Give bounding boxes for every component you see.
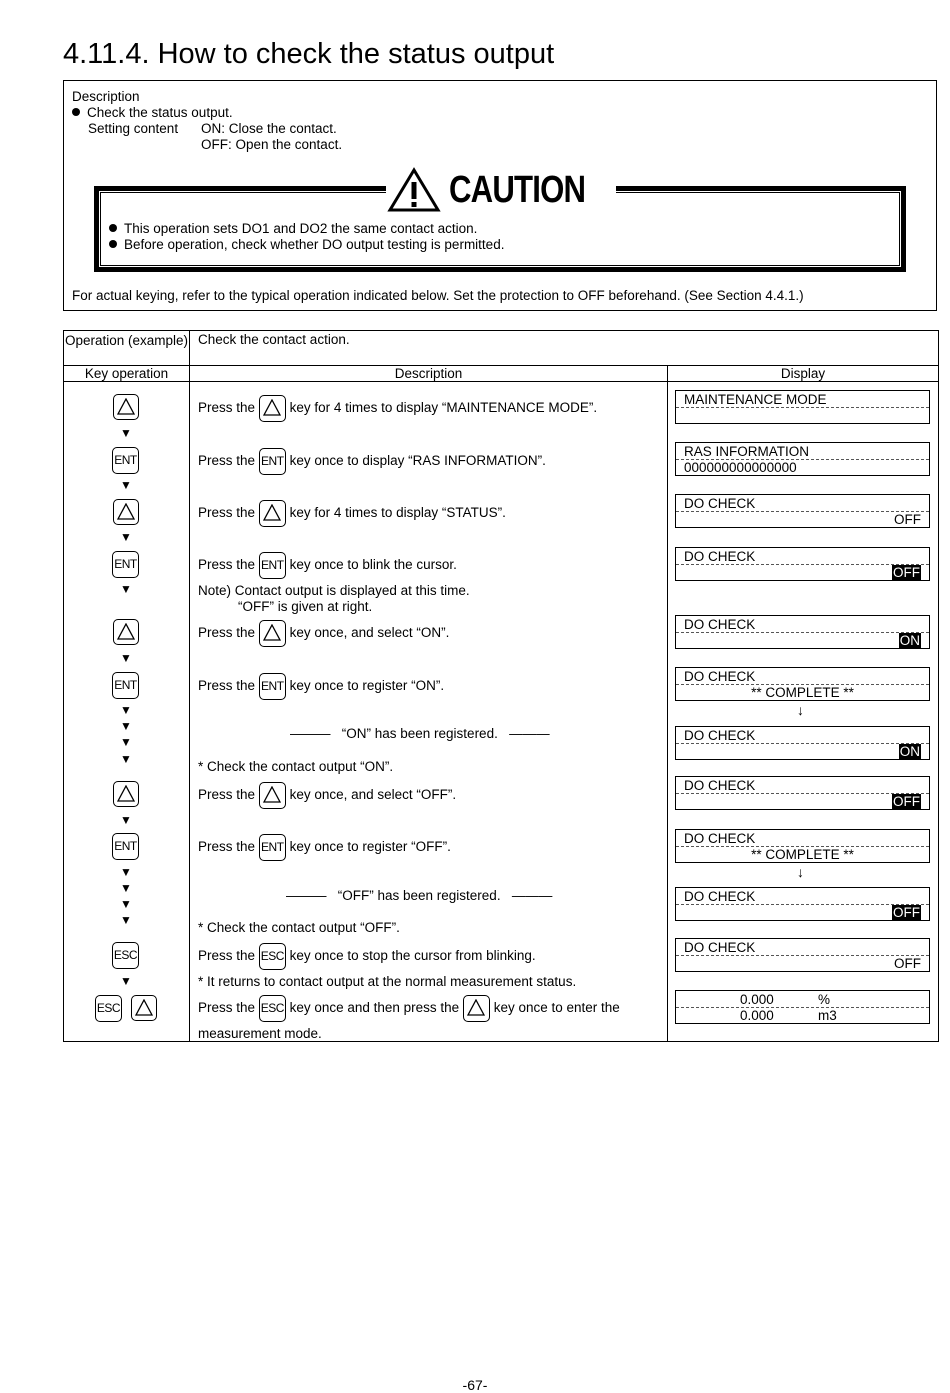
caution-header [386,165,616,215]
step-text: key once to register “OFF”. [289,839,451,854]
bullet-icon [109,240,117,248]
step-10 [198,994,620,1022]
inline-up-key [259,500,286,527]
bullet-icon [72,108,80,116]
display-line-1: DO CHECK [684,831,756,846]
down-arrow-icon: ▼ [120,897,132,911]
triangle-up-icon [263,786,281,803]
triangle-up-icon [263,399,281,416]
display-divider [676,632,929,633]
display-do-check-normal [675,938,930,972]
triangle-up-icon [117,623,135,640]
step-text: key once, and select “OFF”. [289,787,457,802]
step-5 [198,619,449,647]
display-divider [676,955,929,956]
caution-item-text: Before operation, check whether DO output testing is permitted. [124,237,505,252]
step-text: key once to register “ON”. [289,678,445,693]
step-2 [198,447,546,475]
measure-unit-2: m3 [818,1008,837,1023]
display-divider [676,511,929,512]
setting-on: ON: Close the contact. [201,121,337,136]
display-line-1: DO CHECK [684,728,756,743]
display-cursor-value: OFF [893,905,920,920]
step-text: Press the [198,505,256,520]
step-8-check: * Check the contact output “OFF”. [198,920,400,935]
up-key[interactable] [131,995,157,1021]
step-text: Press the [198,948,256,963]
down-arrow-icon: ▼ [120,752,132,766]
down-arrow-icon: ▼ [120,813,132,827]
step-text: Press the [198,400,256,415]
inline-ent-key: ENT [259,673,286,700]
step-7 [198,781,456,809]
operation-label-cell [64,331,190,366]
display-line-1: MAINTENANCE MODE [684,392,827,407]
display-line-2: ** COMPLETE ** [751,847,854,862]
display-line-2: ** COMPLETE ** [751,685,854,700]
keying-note: For actual keying, refer to the typical operation indicated below. Set the protection to OFF beforehand. (See Section 4.4.1.) [72,288,804,303]
step-text: Press the [198,839,256,854]
ent-key[interactable]: ENT [112,672,139,699]
header-desc-label: Description [394,366,463,381]
display-line-1: DO CHECK [684,496,756,511]
down-arrow-icon: ▼ [120,651,132,665]
step-text: key once and then press the [289,1000,460,1015]
operation-value-cell [190,331,939,366]
display-do-check-registered-off [675,887,930,921]
header-display [668,366,939,382]
step-text: Press the [198,678,256,693]
down-arrow-icon: ▼ [120,865,132,879]
display-ras-information [675,442,930,476]
triangle-up-icon [117,503,135,520]
step-6-check: * Check the contact output “ON”. [198,759,394,774]
up-key[interactable] [113,781,139,807]
header-display-label: Display [780,366,826,381]
inline-up-key [463,995,490,1022]
description-heading: Description [72,89,140,104]
down-arrow-icon: ▼ [120,974,132,988]
up-key[interactable] [113,499,139,525]
header-description [190,366,668,382]
down-arrow-icon: ▼ [120,703,132,717]
display-cursor-value: OFF [893,794,920,809]
display-line-2: 000000000000000 [684,460,797,475]
measure-unit-1: % [818,992,831,1007]
step-text: key once, and select “ON”. [289,625,450,640]
inline-esc-key: ESC [259,943,286,970]
esc-key[interactable]: ESC [112,942,139,969]
display-do-check-off [675,494,930,528]
page-number: -67- [462,1377,488,1393]
inline-up-key [259,395,286,422]
arrow-down-icon: ↓ [797,864,804,880]
down-arrow-icon: ▼ [120,913,132,927]
triangle-up-icon [263,624,281,641]
down-arrow-icon: ▼ [120,881,132,895]
step-8 [198,833,451,861]
bullet-icon [109,224,117,232]
step-4-note-2: “OFF” is given at right. [238,599,373,614]
step-4-note-1: Note) Contact output is displayed at this time. [198,583,470,598]
step-text: Press the [198,625,256,640]
operation-value: Check the contact action. [198,332,350,347]
display-do-check-blink-off [675,547,930,581]
display-line-1: DO CHECK [684,549,756,564]
up-key[interactable] [113,619,139,645]
display-line-1: DO CHECK [684,778,756,793]
display-maintenance-mode [675,390,930,424]
display-divider [676,1007,929,1008]
step-text: key once to display “RAS INFORMATION”. [289,453,546,468]
display-line-1: DO CHECK [684,669,756,684]
display-divider [676,407,929,408]
setting-off: OFF: Open the contact. [201,137,343,152]
triangle-up-icon [135,999,153,1016]
step-10-line-2: measurement mode. [198,1026,322,1041]
display-line-2: OFF [894,956,921,971]
step-text: key for 4 times to display “MAINTENANCE MODE”. [289,400,598,415]
display-line-1: DO CHECK [684,940,756,955]
caution-label: CAUTION [448,168,586,211]
inline-up-key [259,782,286,809]
display-line-1: DO CHECK [684,617,756,632]
ent-key[interactable]: ENT [112,551,139,578]
step-9 [198,942,536,970]
display-do-check-on [675,726,930,760]
step-text: Press the [198,1000,256,1015]
step-text: key once to stop the cursor from blinking. [289,948,536,963]
page-title: 4.11.4. How to check the status output [63,38,555,70]
display-cursor-value: ON [899,744,920,759]
down-arrow-icon: ▼ [120,719,132,733]
display-measurement-mode [675,990,930,1024]
caution-item-2 [109,237,504,252]
inline-up-key [259,620,286,647]
inline-ent-key: ENT [259,552,286,579]
step-1 [198,394,597,422]
step-text: Press the [198,557,256,572]
header-key-operation [64,366,190,382]
triangle-up-icon [117,398,135,415]
setting-label: Setting content [88,121,179,136]
caution-item-text: This operation sets DO1 and DO2 the same contact action. [124,221,478,236]
measure-value-2: 0.000 [740,1008,774,1023]
step-text: key once to blink the cursor. [289,557,457,572]
display-divider [676,743,929,744]
down-arrow-icon: ▼ [120,426,132,440]
header-key-label: Key operation [84,366,169,381]
display-do-check-select-off [675,776,930,810]
step-text: Press the [198,453,256,468]
display-line-2: OFF [894,512,921,527]
step-text: Press the [198,787,256,802]
inline-ent-key: ENT [259,834,286,861]
operation-label: Operation (example) [64,333,189,348]
warning-triangle-icon [387,167,441,213]
down-arrow-icon: ▼ [120,478,132,492]
display-do-check-select-on [675,615,930,649]
step-4 [198,551,457,579]
step-6-registered: ——— “ON” has been registered. ——— [290,726,550,741]
step-8-registered: ——— “OFF” has been registered. ——— [286,888,553,903]
inline-esc-key: ESC [259,995,286,1022]
up-key[interactable] [113,394,139,420]
ent-key[interactable]: ENT [112,447,139,474]
display-line-1: DO CHECK [684,889,756,904]
step-3 [198,499,506,527]
description-bullet-text: Check the status output. [87,105,233,120]
triangle-up-icon [467,999,485,1016]
measure-value-1: 0.000 [740,992,774,1007]
ent-key[interactable]: ENT [112,833,139,860]
down-arrow-icon: ▼ [120,582,132,596]
triangle-up-icon [117,785,135,802]
step-6 [198,672,444,700]
inline-ent-key: ENT [259,448,286,475]
down-arrow-icon: ▼ [120,735,132,749]
arrow-down-icon: ↓ [797,702,804,718]
step-text: key for 4 times to display “STATUS”. [289,505,506,520]
display-line-1: RAS INFORMATION [684,444,810,459]
display-do-check-complete-on [675,667,930,701]
step-9-note: * It returns to contact output at the normal measurement status. [198,974,577,989]
display-cursor-value: ON [899,633,920,648]
description-bullet [72,105,233,120]
display-cursor-value: OFF [893,565,920,580]
down-arrow-icon: ▼ [120,530,132,544]
step-text: key once to enter the [493,1000,620,1015]
display-do-check-complete-off [675,829,930,863]
triangle-up-icon [263,504,281,521]
caution-item-1 [109,221,477,236]
esc-key[interactable]: ESC [95,995,122,1022]
